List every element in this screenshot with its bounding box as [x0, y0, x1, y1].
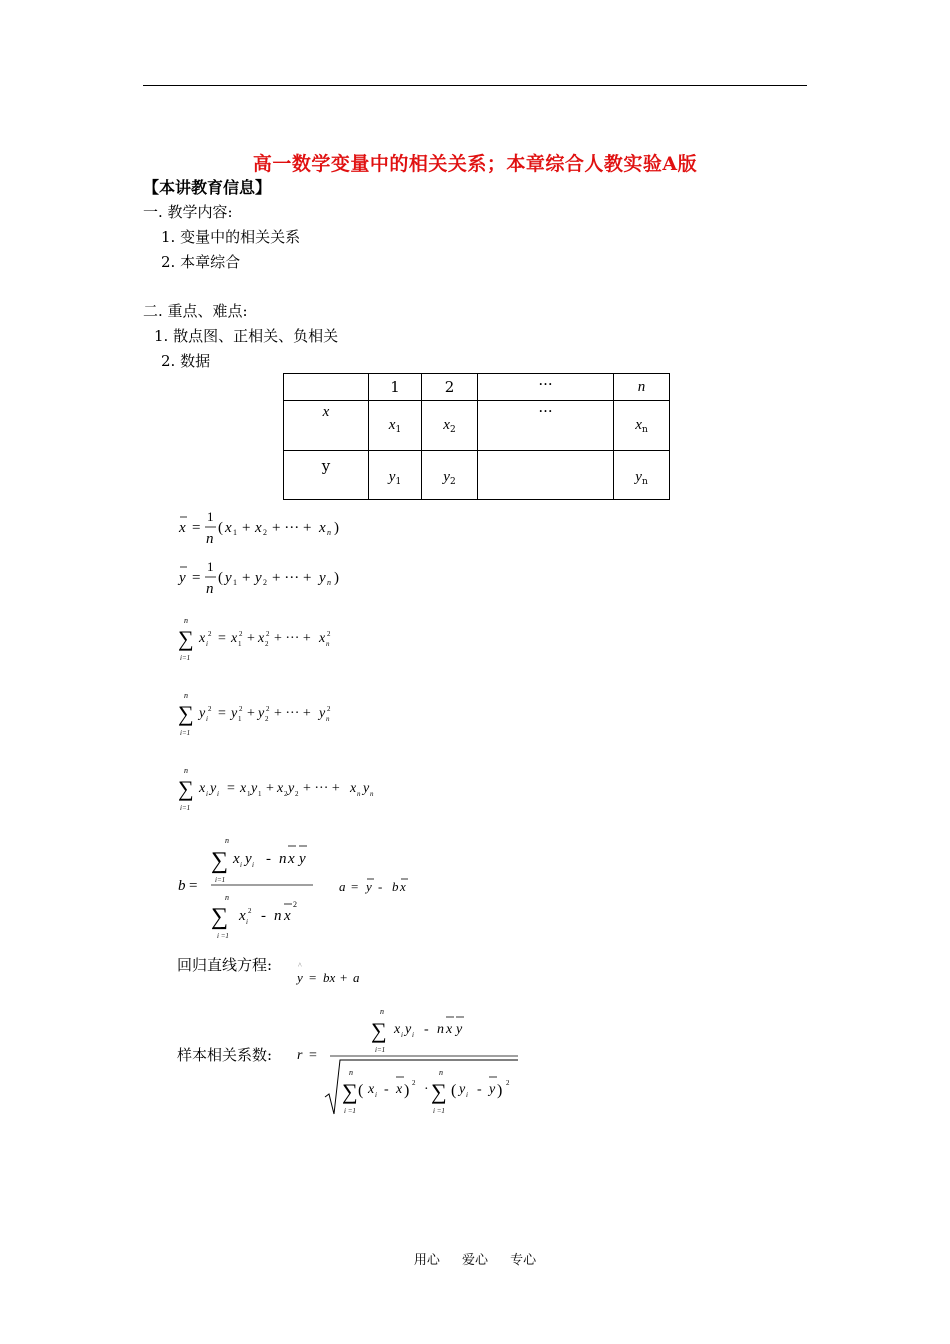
svg-text:n: n [274, 908, 282, 924]
svg-text:-: - [384, 1082, 389, 1097]
svg-text:): ) [404, 1082, 410, 1099]
svg-text:=: = [192, 520, 201, 536]
svg-text:x: x [240, 781, 247, 796]
svg-text:1: 1 [238, 640, 242, 648]
svg-text:y: y [179, 570, 186, 586]
slope-intercept-formula [175, 835, 435, 945]
content-heading: 一. 教学内容: [143, 203, 233, 221]
svg-text:∑: ∑ [431, 1079, 447, 1104]
svg-text:∑: ∑ [371, 1018, 387, 1043]
svg-text:+: + [242, 520, 251, 536]
svg-text:+: + [247, 706, 255, 721]
svg-text:=: = [351, 879, 359, 894]
svg-text:x: x [231, 631, 238, 646]
header-rule [143, 85, 807, 86]
svg-text:n: n [380, 1007, 384, 1016]
footer-item: 用心 [413, 1253, 440, 1268]
svg-text:+ ··· +: + ··· + [272, 570, 312, 586]
svg-text:n: n [279, 851, 287, 867]
svg-text:1: 1 [258, 790, 262, 798]
svg-text:=: = [218, 631, 226, 646]
svg-text:2: 2 [266, 705, 270, 713]
svg-text:y: y [288, 781, 295, 796]
svg-text:2: 2 [208, 630, 212, 638]
svg-text:1: 1 [238, 715, 242, 723]
svg-text:y: y [210, 781, 217, 796]
svg-text:(: ( [218, 520, 223, 536]
svg-text:i: i [240, 861, 242, 869]
svg-text:x: x [350, 781, 357, 796]
svg-text:i=1: i=1 [180, 729, 191, 737]
footer-item: 爱心 [461, 1253, 488, 1268]
svg-text:2: 2 [239, 705, 243, 713]
svg-text:-: - [424, 1022, 429, 1037]
svg-text:+ ··· +: + ··· + [274, 706, 311, 721]
svg-text:x: x [233, 851, 240, 867]
section-header: 【本讲教育信息】 [143, 178, 272, 197]
svg-text:=: = [189, 878, 198, 894]
svg-text:i: i [375, 1091, 377, 1099]
svg-text:=: = [227, 781, 235, 796]
svg-text:x: x [199, 631, 206, 646]
svg-text:i: i [246, 918, 248, 926]
svg-text:i =1: i =1 [344, 1107, 356, 1115]
svg-text:x: x [225, 520, 232, 536]
svg-text:2: 2 [293, 900, 297, 909]
svg-text:): ) [497, 1082, 503, 1099]
svg-text:n: n [184, 691, 188, 700]
svg-text:2: 2 [265, 640, 269, 648]
regression-line-label: 回归直线方程: [177, 956, 273, 974]
keypoints-heading: 二. 重点、难点: [143, 302, 248, 320]
svg-text:=: = [309, 1048, 317, 1063]
svg-text:i: i [252, 861, 254, 869]
table-header-cell: n [614, 374, 670, 401]
svg-text:-: - [477, 1082, 482, 1097]
table-row-label: x [284, 401, 369, 451]
svg-text:n: n [206, 531, 214, 547]
svg-text:∑: ∑ [211, 848, 229, 874]
svg-text:i=1: i=1 [215, 876, 226, 884]
svg-text:x: x [255, 520, 262, 536]
svg-text:2: 2 [266, 630, 270, 638]
svg-text:2: 2 [208, 705, 212, 713]
svg-text:n: n [184, 616, 188, 625]
svg-text:bx: bx [323, 970, 336, 985]
svg-text:∑: ∑ [178, 701, 194, 726]
svg-text:(: ( [451, 1082, 457, 1099]
svg-text:r: r [297, 1048, 303, 1063]
svg-text:n: n [349, 1068, 353, 1077]
table-row-label: y [284, 451, 369, 500]
svg-text:y: y [297, 970, 303, 985]
svg-text:1: 1 [207, 559, 214, 574]
svg-text:=: = [309, 970, 317, 985]
content-item-2: 2. 本章综合 [161, 253, 241, 271]
svg-text:y: y [456, 1022, 463, 1037]
mean-y-formula [170, 555, 370, 597]
svg-text:y: y [405, 1022, 412, 1037]
correlation-formula [292, 1005, 527, 1120]
svg-text:n: n [327, 528, 331, 537]
svg-text:y: y [319, 570, 326, 586]
svg-text:2: 2 [284, 790, 288, 798]
svg-text:i =1: i =1 [217, 932, 229, 940]
svg-text:y: y [489, 1082, 496, 1097]
svg-text:i: i [206, 790, 208, 798]
svg-text:n: n [206, 581, 214, 597]
svg-text:1: 1 [247, 790, 251, 798]
svg-text:n: n [326, 640, 330, 648]
keypoints-item-1: 1. 散点图、正相关、负相关 [154, 327, 339, 345]
svg-text:n: n [437, 1022, 444, 1037]
svg-text:(: ( [358, 1082, 364, 1099]
svg-text:i: i [412, 1031, 414, 1039]
mean-x-formula [170, 505, 370, 547]
svg-text:+: + [266, 781, 274, 796]
svg-text:i: i [401, 1031, 403, 1039]
table-cell: $y_1$ [369, 451, 422, 500]
svg-text:-: - [266, 851, 271, 867]
svg-text:-: - [378, 879, 383, 894]
table-header-cell: 1 [369, 374, 422, 401]
svg-text:y: y [245, 851, 252, 867]
svg-text:n: n [370, 790, 374, 798]
svg-text:x: x [179, 520, 186, 536]
svg-text:+ ··· +: + ··· + [303, 781, 340, 796]
svg-text:): ) [334, 520, 339, 536]
svg-text:^: ^ [298, 961, 302, 970]
footer-item: 专心 [510, 1253, 537, 1268]
svg-text:+ ··· +: + ··· + [272, 520, 312, 536]
svg-text:x: x [400, 879, 406, 894]
svg-text:n: n [439, 1068, 443, 1077]
svg-text:2: 2 [239, 630, 243, 638]
svg-text:=: = [192, 570, 201, 586]
svg-text:n: n [184, 766, 188, 775]
table-cell: $x_n$ [614, 401, 670, 451]
svg-text:-: - [261, 908, 266, 924]
svg-text:∑: ∑ [178, 626, 194, 651]
keypoints-item-2: 2. 数据 [161, 352, 211, 370]
svg-text:x: x [446, 1022, 453, 1037]
svg-text:(: ( [218, 570, 223, 586]
table-cell [478, 451, 614, 500]
sum-x-squared-formula [175, 615, 375, 665]
svg-text:·: · [424, 1082, 429, 1097]
correlation-label: 样本相关系数: [177, 1046, 273, 1064]
svg-text:x: x [288, 851, 295, 867]
svg-text:i: i [206, 715, 208, 723]
svg-text:x: x [319, 631, 326, 646]
svg-text:x: x [394, 1022, 401, 1037]
svg-text:y: y [225, 570, 232, 586]
svg-text:n: n [326, 715, 330, 723]
svg-text:∑: ∑ [211, 904, 229, 930]
svg-text:2: 2 [327, 630, 331, 638]
table-cell: $x_2$ [422, 401, 478, 451]
table-cell: $x_1$ [369, 401, 422, 451]
svg-text:+ ··· +: + ··· + [274, 631, 311, 646]
svg-text:y: y [363, 781, 370, 796]
svg-text:i=1: i=1 [375, 1046, 386, 1054]
svg-text:+: + [242, 570, 251, 586]
table-header-cell: ··· [478, 374, 614, 401]
svg-text:∑: ∑ [178, 776, 194, 801]
svg-text:n: n [327, 578, 331, 587]
svg-text:y: y [255, 570, 262, 586]
svg-text:y: y [319, 706, 326, 721]
svg-text:i: i [206, 640, 208, 648]
svg-text:i=1: i=1 [180, 654, 191, 662]
table-cell: $y_n$ [614, 451, 670, 500]
svg-text:2: 2 [506, 1079, 510, 1087]
svg-text:2: 2 [295, 790, 299, 798]
regression-line-formula [292, 960, 382, 990]
svg-text:1: 1 [207, 509, 214, 524]
svg-text:y: y [199, 706, 206, 721]
table-header-cell [284, 374, 369, 401]
svg-text:y: y [231, 706, 238, 721]
svg-text:2: 2 [327, 705, 331, 713]
svg-text:i=1: i=1 [180, 804, 191, 812]
svg-text:i =1: i =1 [433, 1107, 445, 1115]
svg-text:2: 2 [265, 715, 269, 723]
svg-text:x: x [284, 908, 291, 924]
svg-text:n: n [225, 836, 229, 845]
svg-text:b: b [178, 878, 186, 894]
svg-text:y: y [299, 851, 306, 867]
content-item-1: 1. 变量中的相关关系 [161, 228, 301, 246]
svg-text:1: 1 [233, 528, 237, 537]
sum-xy-formula [175, 765, 435, 815]
svg-text:y: y [258, 706, 265, 721]
page-title: 高一数学变量中的相关关系；本章综合人教实验A版 [252, 153, 698, 175]
svg-text:2: 2 [412, 1079, 416, 1087]
svg-text:∑: ∑ [342, 1079, 358, 1104]
table-header-cell: 2 [422, 374, 478, 401]
svg-text:a: a [339, 879, 346, 894]
svg-text:x: x [258, 631, 265, 646]
svg-text:b: b [392, 879, 399, 894]
svg-text:n: n [357, 790, 361, 798]
sum-y-squared-formula [175, 690, 375, 740]
svg-text:x: x [277, 781, 284, 796]
svg-text:2: 2 [263, 528, 267, 537]
svg-text:i: i [217, 790, 219, 798]
svg-text:y: y [366, 879, 372, 894]
svg-text:2: 2 [263, 578, 267, 587]
table-cell: $y_2$ [422, 451, 478, 500]
svg-text:=: = [218, 706, 226, 721]
svg-text:x: x [396, 1082, 403, 1097]
svg-text:x: x [239, 908, 246, 924]
svg-text:y: y [459, 1082, 466, 1097]
svg-text:): ) [334, 570, 339, 586]
svg-text:+: + [247, 631, 255, 646]
svg-text:a: a [353, 970, 360, 985]
page-footer [0, 1249, 950, 1268]
svg-text:x: x [319, 520, 326, 536]
svg-text:2: 2 [248, 907, 252, 915]
svg-text:x: x [199, 781, 206, 796]
svg-text:y: y [251, 781, 258, 796]
data-table [283, 373, 670, 500]
svg-text:x: x [368, 1082, 375, 1097]
svg-text:n: n [225, 893, 229, 902]
table-cell: ··· [478, 401, 614, 451]
svg-text:1: 1 [233, 578, 237, 587]
svg-text:i: i [466, 1091, 468, 1099]
svg-text:+: + [340, 970, 348, 985]
